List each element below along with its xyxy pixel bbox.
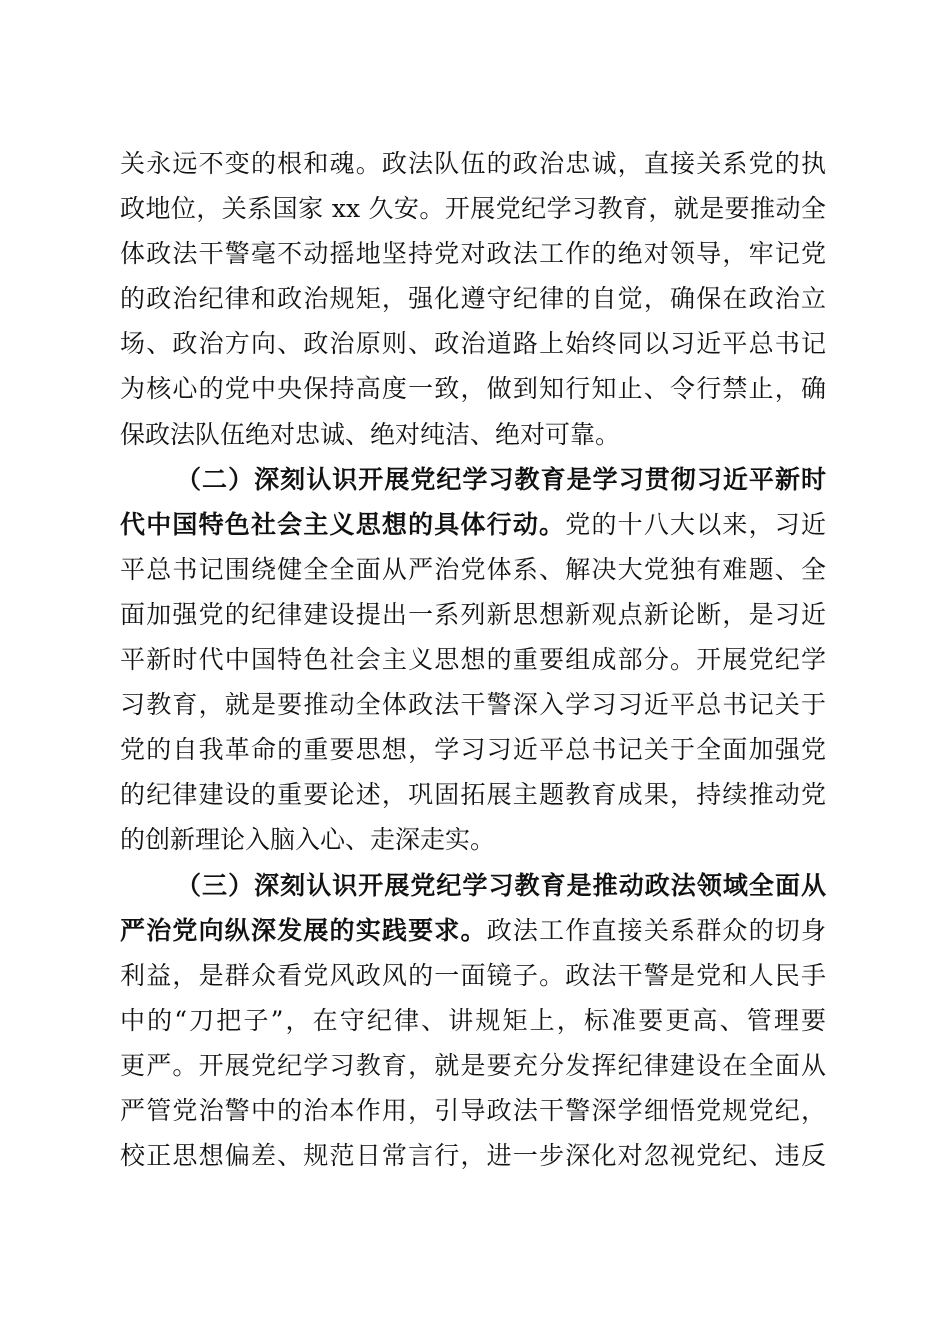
text-line: 的创新理论入脑入心、走深走实。 xyxy=(120,825,496,855)
section-heading-end: 严治党向纵深发展的实践要求。 xyxy=(120,915,487,945)
text-line: 为核心的党中央保持高度一致，做到知行知止、令行禁止，确 xyxy=(120,374,826,404)
text-line: 场、政治方向、政治原则、政治道路上始终同以习近平总书记 xyxy=(120,329,826,359)
text-line: 面加强党的纪律建设提出一系列新思想新观点新论断，是习近 xyxy=(120,599,826,629)
body-text: 政法工作直接关系群众的切身 xyxy=(486,915,826,945)
text-line: 党的自我革命的重要思想，学习习近平总书记关于全面加强党 xyxy=(120,735,826,765)
text-line xyxy=(120,502,826,547)
text-line: 平新时代中国特色社会主义思想的重要组成部分。开展党纪学 xyxy=(120,645,826,675)
text-line: 关永远不变的根和魂。政法队伍的政治忠诚，直接关系党的执 xyxy=(120,149,826,178)
text-line: 中的“刀把子”，在守纪律、讲规矩上，标准要更高、管理要 xyxy=(120,1005,826,1035)
section-heading-end: 代中国特色社会主义思想的具体行动。 xyxy=(120,509,566,539)
text-line: 体政法干警毫不动摇地坚持党对政法工作的绝对领导，牢记党 xyxy=(120,239,826,269)
text-line: 的政治纪律和政治规矩，强化遵守纪律的自觉，确保在政治立 xyxy=(120,284,826,314)
document-body xyxy=(120,141,826,1178)
text-line: 校正思想偏差、规范日常言行，进一步深化对忽视党纪、违反 xyxy=(120,1141,826,1171)
paragraph-1 xyxy=(120,141,826,457)
body-text: 党的十八大以来，习近 xyxy=(565,509,826,539)
section-heading: （二）深刻认识开展党纪学习教育是学习贯彻习近平新时 xyxy=(176,464,826,494)
text-line xyxy=(120,908,826,953)
section-heading: （三）深刻认识开展党纪学习教育是推动政法领域全面从 xyxy=(176,870,826,900)
paragraph-2 xyxy=(120,457,826,863)
text-line: 保政法队伍绝对忠诚、绝对纯洁、绝对可靠。 xyxy=(120,419,621,449)
text-line: 严管党治警中的治本作用，引导政法干警深学细悟党规党纪， xyxy=(120,1095,826,1125)
paragraph-3 xyxy=(120,863,826,1179)
text-line: 的纪律建设的重要论述，巩固拓展主题教育成果，持续推动党 xyxy=(120,780,826,810)
text-line: 政地位，关系国家 xx 久安。开展党纪学习教育，就是要推动全 xyxy=(120,194,826,224)
text-line: 平总书记围绕健全全面从严治党体系、解决大党独有难题、全 xyxy=(120,554,826,584)
text-line: 利益，是群众看党风政风的一面镜子。政法干警是党和人民手 xyxy=(120,960,826,990)
text-line: 习教育，就是要推动全体政法干警深入学习习近平总书记关于 xyxy=(120,690,826,720)
text-line: 更严。开展党纪学习教育，就是要充分发挥纪律建设在全面从 xyxy=(120,1050,826,1080)
